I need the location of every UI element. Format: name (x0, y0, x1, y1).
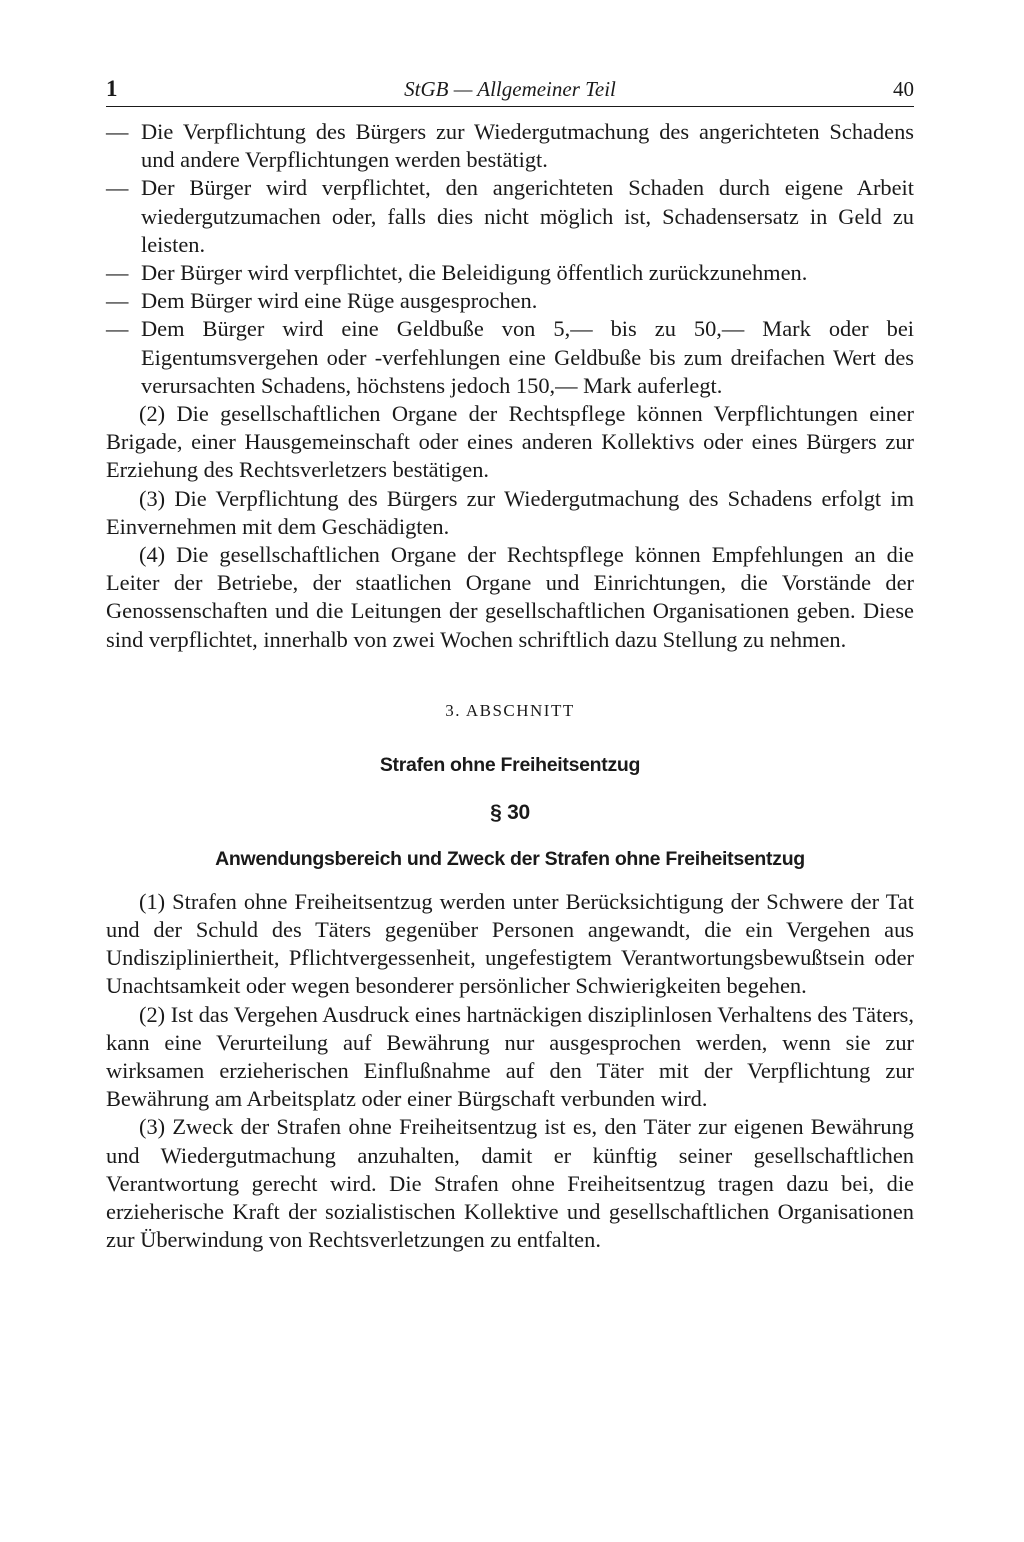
chapter-number: 1 (106, 76, 118, 101)
document-page (106, 72, 914, 1255)
section-label: 3. ABSCHNITT (445, 700, 575, 720)
section-paragraph-2: (2) Ist das Vergehen Ausdruck eines hartnäckigen disziplinlosen Verhaltens des Täters, kann eine Verurteilung auf Bewährung nur ausgesprochen werden, wenn sie zur wirksamen erzieherischen Einflußnahme auf den Täter mit der Verpflichtung zur Bewährung am Arbeitsplatz oder einer Bürgschaft verbunden wird. (106, 1001, 914, 1112)
paragraph-2: (2) Die gesellschaftlichen Organe der Rechtspflege können Verpflichtungen einer Brigade, einer Hausgemeinschaft oder eines anderen Kollektivs oder eines Bürgers zur Erziehung des Rechtsverletzers bestätigen. (106, 401, 914, 483)
continued-text (106, 118, 914, 654)
section-title: Strafen ohne Freiheitsentzug (379, 753, 641, 776)
measure-text: Dem Bürger wird eine Geldbuße von 5,— bis zu 50,— Mark oder bei Eigentumsvergehen oder -verfehlungen eine Geldbuße bis zum dreifachen Wert des verursachten Schadens, höchstens jedoch 150,— Mark auferlegt. (141, 316, 914, 398)
running-header (106, 72, 914, 107)
measure-item (106, 315, 914, 400)
dash-marker: — (106, 316, 129, 342)
page-number: 40 (893, 77, 914, 101)
paragraph-3: (3) Die Verpflichtung des Bürgers zur Wiedergutmachung des Schadens erfolgt im Einvernehmen mit dem Geschädigten. (106, 485, 914, 539)
section-30-text (106, 888, 914, 1255)
measure-text: Die Verpflichtung des Bürgers zur Wiedergutmachung des angerichteten Schadens und andere Verpflichtungen werden bestätigt. (141, 119, 914, 173)
measure-item (106, 174, 914, 259)
paragraph-sign: § 30 (490, 800, 530, 824)
measure-item (106, 118, 914, 174)
section-paragraph-3: (3) Zweck der Strafen ohne Freiheitsentzug ist es, den Täter zur eigenen Bewährung und Wiedergutmachung anzuhalten, damit er künftig seiner gesellschaftlichen Verantwortung gerecht wird. Die Strafen ohne Freiheitsentzug tragen dazu bei, die erzieherische Kraft der sozialistischen Kollektive und gesellschaftlichen Organisationen zur Überwindung von Rechtsverletzungen zu entfalten. (106, 1114, 914, 1253)
paragraph-title: Anwendungsbereich und Zweck der Strafen ohne Freiheitsentzug (215, 847, 805, 870)
measure-text: Der Bürger wird verpflichtet, die Beleidigung öffentlich zurückzunehmen. (141, 260, 808, 286)
dash-marker: — (106, 288, 129, 314)
running-title: StGB — Allgemeiner Teil (404, 77, 616, 101)
measure-item (106, 287, 914, 315)
measure-text: Dem Bürger wird eine Rüge ausgesprochen. (141, 288, 538, 314)
dash-marker: — (106, 119, 129, 144)
paragraph-4: (4) Die gesellschaftlichen Organe der Rechtspflege können Empfehlungen an die Leiter der Betriebe, der staatlichen Organe und Einrichtungen, die Vorstände der Genossenschaften und die Leitungen der gesellschaftlichen Organisationen geben. Diese sind verpflichtet, innerhalb von zwei Wochen schriftlich dazu Stellung zu nehmen. (106, 542, 914, 652)
dash-marker: — (106, 175, 129, 201)
measure-text: Der Bürger wird verpflichtet, den angerichteten Schaden durch eigene Arbeit wiedergutzumachen oder, falls dies nicht möglich ist, Schadensersatz in Geld zu leisten. (141, 175, 914, 257)
section-paragraph-1: (1) Strafen ohne Freiheitsentzug werden unter Berücksichtigung der Schwere der Tat und der Schuld des Täters gegenüber Personen angewandt, die ein Vergehen aus Undiszipliniertheit, Pflichtvergessenheit, ungefestigtem Verantwortungsbewußtsein oder Unachtsamkeit oder wegen besonderer persönlicher Schwierigkeiten begehen. (106, 888, 914, 999)
dash-marker: — (106, 260, 129, 286)
measure-item (106, 259, 914, 287)
